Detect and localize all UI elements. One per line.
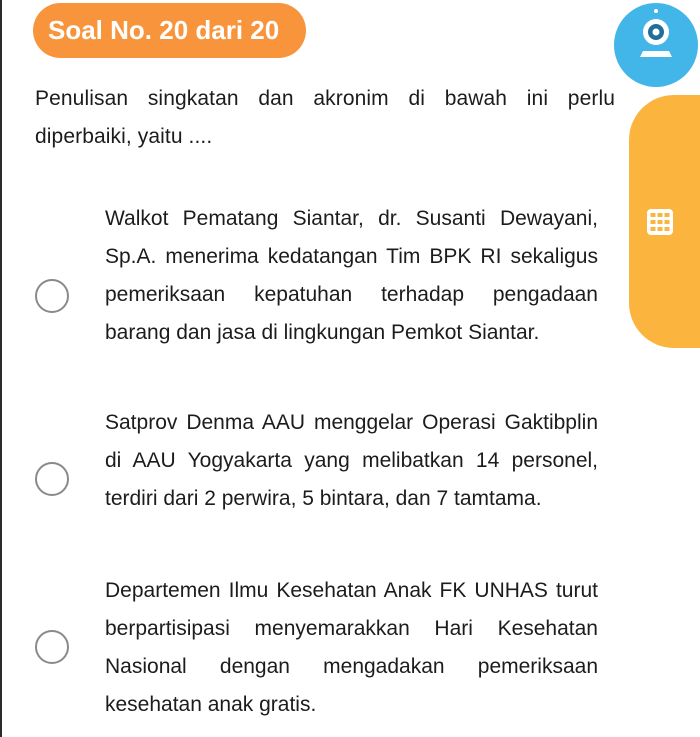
question-navigator-tab[interactable] bbox=[629, 95, 700, 348]
option-b-text: Satprov Denma AAU menggelar Operasi Gaktibplin di AAU Yogyakarta yang melibatkan 14 personel, terdiri dari 2 perwira, 5 bintara, dan 7 tamtama. bbox=[105, 411, 598, 510]
grid-icon bbox=[646, 208, 674, 236]
webcam-icon bbox=[614, 3, 698, 87]
radio-option-c[interactable] bbox=[35, 630, 69, 664]
webcam-button[interactable] bbox=[614, 3, 698, 87]
question-number-badge: Soal No. 20 dari 20 bbox=[33, 3, 306, 58]
radio-option-a[interactable] bbox=[35, 279, 69, 313]
question-text: Penulisan singkatan dan akronim di bawah ini perlu diperbaiki, yaitu .... bbox=[35, 87, 615, 148]
left-border bbox=[0, 0, 2, 737]
radio-option-b[interactable] bbox=[35, 462, 69, 496]
option-a-text: Walkot Pematang Siantar, dr. Susanti Dewayani, Sp.A. menerima kedatangan Tim BPK RI sekaligus pemeriksaan kepatuhan terhadap pengadaan barang dan jasa di lingkungan Pemkot Siantar. bbox=[105, 207, 598, 344]
option-c-text: Departemen Ilmu Kesehatan Anak FK UNHAS turut berpartisipasi menyemarakkan Hari Kesehatan Nasional dengan mengadakan pemeriksaan kesehatan anak gratis. bbox=[105, 579, 598, 716]
